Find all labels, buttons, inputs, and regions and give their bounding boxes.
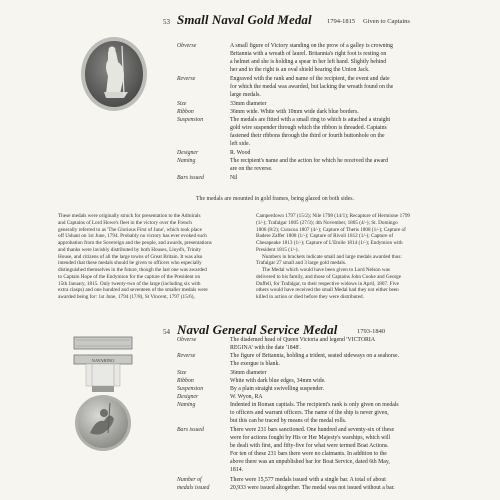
detail-value: The medals are fitted with a small ring to which is attached a straight gold wire suspender through which the ribbon is threaded. Captains fastened their ribbons through the third or fourth buttonhole on the left side. [230, 117, 391, 147]
detail-row-naming [177, 157, 487, 173]
detail-row-bars-issued [177, 426, 487, 474]
detail-row-ribbon [177, 108, 487, 116]
detail-value: Engraved with the rank and name of the recipient, the event and date for which the medal was awarded, but lacking the wreath found on the large medals. [230, 76, 394, 98]
detail-value: Indented in Roman capitals. The recipient's rank is only given on medals to officers and warrant officers. The name of the ship is never given, but this can be traced by means of the medal rolls. [230, 402, 399, 424]
detail-label: Designer [177, 150, 199, 156]
detail-label: Number of medals issued [177, 477, 210, 491]
detail-row-suspension [177, 116, 487, 148]
detail-label: Obverse [177, 43, 197, 49]
detail-row-number-issued [177, 476, 487, 492]
detail-value: 33mm diameter [230, 101, 267, 107]
detail-row-suspension [177, 385, 487, 393]
detail-label: Obverse [177, 337, 197, 343]
detail-label: Naming [177, 402, 196, 408]
detail-label: Naming [177, 158, 196, 164]
section-number: 53 [163, 18, 170, 26]
detail-label: Bars issued [177, 175, 204, 181]
detail-row-obverse [177, 42, 487, 74]
detail-row-naming [177, 401, 487, 425]
detail-value: The recipient's name and the action for which he received the award are on the reverse. [230, 158, 388, 172]
detail-row-obverse [177, 336, 487, 352]
small-naval-gold-medal-image [78, 30, 150, 114]
history-right-column: Camperdown 1797 (15/2); Nile 1798 (14/1); Recapture of Hermione 1799 (1/-); Trafalgar 1805 (27/3); 4th November, 1805 (4/-); St. Domingo 1806 (8/2); Curacoa 1807 (4/-); Capture of Thetis 1808 (1/-); Capture of Badere Zaffer 1808 (1/-); Capture of Rivoli 1812 (1/-); Capture of Chesapeake 1813 (1/-); Capture of L'Etoile 1814 (1/-); Endymion with President 1815 (1/-). Numbers in brackets indicate small and large medals awarded thus: Trafalgar 27 small and 3 large gold medals. The Medal which would have been given to Lord Nelson was delivered to his family, and those of Captains John Cooke and George Duffell, for Trafalgar, to their respective widows in April, 1807. Five others would have received the small Medal had they not either been killed in action or died before they were distributed. [256, 213, 411, 300]
section-number: 54 [163, 328, 170, 336]
detail-value: By a plain straight swivelling suspender. [230, 386, 325, 392]
detail-value: There were 15,577 medals issued with a single bar. A total of about 20,933 were issued altogether. The medal was not issued without a bar. [230, 477, 395, 491]
detail-value: 36mm wide. White with 10mm wide dark blue borders. [230, 109, 359, 115]
detail-label: Size [177, 370, 187, 376]
section-years: 1794-1815 [327, 18, 356, 25]
detail-value: 36mm diameter [230, 370, 267, 376]
detail-row-size [177, 369, 487, 377]
detail-row-designer [177, 393, 487, 401]
detail-label: Bars issued [177, 427, 204, 433]
detail-row-designer [177, 149, 487, 157]
detail-label: Designer [177, 394, 199, 400]
detail-row-reverse [177, 75, 487, 99]
detail-value: The figure of Britannia, holding a trident, seated sideways on a seahorse. The exergue is blank. [230, 353, 400, 367]
history-left-column: These medals were originally struck for presentation to the Admirals and Captains of Lord Howe's fleet in the victory over the French generally referred to as 'The Glorious First of June', which took place off Ushant on 1st June, 1794. Probably no victory has ever evoked such approbation from the Sovereign and the people, and awards, presentations and thanks were lavishly distributed by both Houses, Lloyd's, Trinity House, and citizens of all the large towns of Great Britain. It was also intended that these medals should be given to officers who especially distinguished themselves in the future, though the last one was awarded to Captain Hope of the Endymion for the capture of the President on 15th January, 1815. Only twenty-two of the large (including six with extra clasps) and one hundred and seventeen of the smaller medals were awarded being for: 1st June, 1794 (17/8), St Vincent, 1797 (15/6), [58, 213, 212, 300]
detail-row-ribbon [177, 377, 487, 385]
detail-row-size [177, 100, 487, 108]
detail-value: A small figure of Victory standing on the prow of a galley is crowning Britannia with a wreath of laurel. Britannia's right foot is resting on a helmet and she is holding a spear in her left hand. Slightly behind her and to the right is an oval shield bearing the Union Jack. [230, 43, 393, 73]
detail-value: There were 231 bars sanctioned. One hundred and seventy-six of these were for actions fought by His or Her Majesty's warships, which will be dealt with first, and fifty-five for what were termed Boat Actions. For ten of these 231 bars there were no claimants. In addition to the above there was an unpublished bar for Boat Service, dated 6th May, 1814. [230, 427, 395, 473]
medal-clasp-text: NAVARINO [91, 358, 115, 363]
section-years: 1793-1840 [357, 328, 386, 335]
section-title: Small Naval Gold Medal [177, 12, 312, 27]
naval-general-service-medal-image [72, 333, 134, 461]
detail-label: Suspension [177, 117, 204, 123]
detail-label: Reverse [177, 353, 196, 359]
detail-row-reverse [177, 352, 487, 368]
mounting-note: The medals are mounted in gold frames, being glazed on both sides. [196, 196, 354, 202]
detail-value: R. Wood [230, 150, 251, 156]
medal-54-details [177, 336, 487, 496]
medal-53-details [177, 42, 487, 192]
detail-value: The diademed head of Queen Victoria and legend 'VICTORIA REGINA' with the date '1848'. [230, 337, 376, 351]
detail-label: Size [177, 101, 187, 107]
detail-value: White with dark blue edges, 34mm wide. [230, 378, 326, 384]
detail-label: Reverse [177, 76, 196, 82]
detail-label: Suspension [177, 386, 204, 392]
detail-row-bars-issued [177, 174, 487, 182]
detail-value: Nil [230, 175, 238, 181]
section-title: Naval General Service Medal [177, 322, 338, 337]
detail-label: Ribbon [177, 378, 194, 384]
section-subtitle: Given to Captains [363, 18, 410, 25]
detail-label: Ribbon [177, 109, 194, 115]
detail-value: W. Wyon, RA [230, 394, 263, 400]
